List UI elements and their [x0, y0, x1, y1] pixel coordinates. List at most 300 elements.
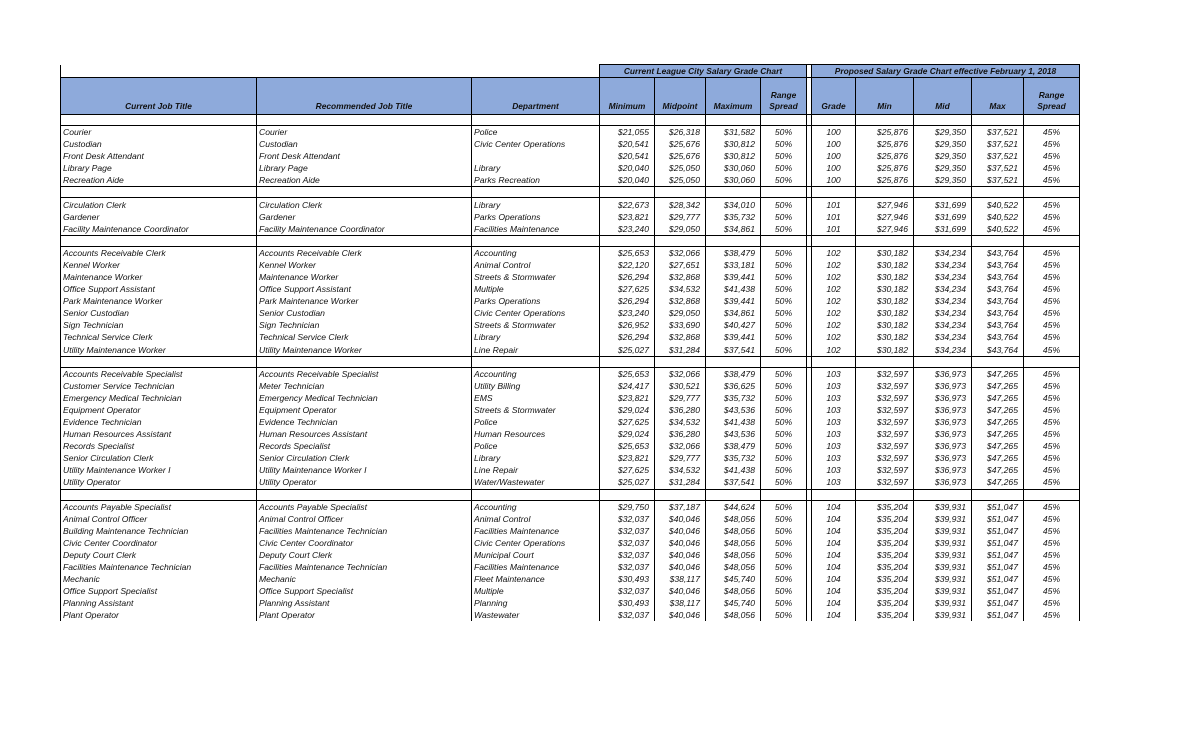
cell-grade: 103: [812, 452, 856, 464]
table-row: [61, 223, 1080, 236]
cell-midpoint: $40,046: [655, 549, 706, 561]
cell-department: Line Repair: [472, 464, 600, 476]
cell-maximum: $30,060: [706, 174, 761, 187]
cell-range-spread-proposed: 45%: [1024, 283, 1080, 295]
spacer-cell: [600, 489, 655, 500]
cell-maximum: $48,056: [706, 549, 761, 561]
cell-range-spread: 50%: [761, 367, 807, 380]
cell-current-job-title: Plant Operator: [61, 609, 257, 621]
cell-grade: 101: [812, 223, 856, 236]
cell-range-spread-proposed: 45%: [1024, 440, 1080, 452]
cell-midpoint: $29,050: [655, 223, 706, 236]
cell-grade: 103: [812, 380, 856, 392]
cell-grade: 103: [812, 416, 856, 428]
spacer-cell: [812, 187, 856, 198]
spacer-cell: [1024, 115, 1080, 126]
spacer-cell: [472, 356, 600, 367]
cell-maximum: $36,625: [706, 380, 761, 392]
cell-min: $32,597: [856, 440, 914, 452]
cell-current-job-title: Recreation Aide: [61, 174, 257, 187]
cell-grade: 102: [812, 283, 856, 295]
cell-grade: 103: [812, 404, 856, 416]
cell-mid: $39,931: [914, 537, 972, 549]
cell-midpoint: $37,187: [655, 500, 706, 513]
cell-range-spread-proposed: 45%: [1024, 525, 1080, 537]
cell-min: $25,876: [856, 150, 914, 162]
cell-current-job-title: Kennel Worker: [61, 259, 257, 271]
group-spacer-row: [61, 187, 1080, 198]
cell-max: $47,265: [972, 428, 1024, 440]
cell-range-spread: 50%: [761, 573, 807, 585]
cell-maximum: $48,056: [706, 513, 761, 525]
cell-range-spread: 50%: [761, 537, 807, 549]
cell-midpoint: $38,117: [655, 573, 706, 585]
cell-department: Police: [472, 440, 600, 452]
cell-department: Utility Billing: [472, 380, 600, 392]
cell-grade: 103: [812, 476, 856, 489]
cell-min: $35,204: [856, 561, 914, 573]
group-spacer-row: [61, 115, 1080, 126]
cell-midpoint: $29,050: [655, 307, 706, 319]
cell-maximum: $41,438: [706, 416, 761, 428]
cell-grade: 100: [812, 162, 856, 174]
table-row: [61, 211, 1080, 223]
table-row: [61, 573, 1080, 585]
cell-maximum: $48,056: [706, 609, 761, 621]
header-maximum: Maximum: [706, 78, 761, 115]
spacer-cell: [914, 356, 972, 367]
cell-min: $35,204: [856, 500, 914, 513]
cell-midpoint: $25,676: [655, 138, 706, 150]
spacer-cell: [257, 356, 472, 367]
cell-mid: $29,350: [914, 150, 972, 162]
cell-minimum: $32,037: [600, 561, 655, 573]
spacer-cell: [761, 489, 807, 500]
cell-range-spread: 50%: [761, 223, 807, 236]
table-row: [61, 500, 1080, 513]
cell-min: $30,182: [856, 307, 914, 319]
cell-min: $27,946: [856, 223, 914, 236]
cell-maximum: $39,441: [706, 331, 761, 343]
table-body: [61, 115, 1080, 622]
spacer-cell: [655, 187, 706, 198]
cell-current-job-title: Utility Maintenance Worker: [61, 344, 257, 357]
cell-minimum: $26,294: [600, 271, 655, 283]
spacer-cell: [655, 356, 706, 367]
cell-minimum: $24,417: [600, 380, 655, 392]
spacer-cell: [812, 115, 856, 126]
cell-recommended-job-title: Accounts Payable Specialist: [257, 500, 472, 513]
spacer-cell: [600, 115, 655, 126]
cell-max: $51,047: [972, 513, 1024, 525]
cell-mid: $39,931: [914, 585, 972, 597]
cell-max: $51,047: [972, 537, 1024, 549]
cell-grade: 102: [812, 295, 856, 307]
cell-minimum: $27,625: [600, 416, 655, 428]
table-row: [61, 367, 1080, 380]
cell-range-spread-proposed: 45%: [1024, 162, 1080, 174]
cell-current-job-title: Maintenance Worker: [61, 271, 257, 283]
spacer-cell: [61, 187, 257, 198]
cell-range-spread: 50%: [761, 561, 807, 573]
cell-current-job-title: Customer Service Technician: [61, 380, 257, 392]
cell-range-spread-proposed: 45%: [1024, 537, 1080, 549]
cell-mid: $39,931: [914, 573, 972, 585]
cell-range-spread-proposed: 45%: [1024, 380, 1080, 392]
spacer-cell: [600, 356, 655, 367]
cell-current-job-title: Office Support Assistant: [61, 283, 257, 295]
cell-department: Multiple: [472, 283, 600, 295]
cell-maximum: $41,438: [706, 283, 761, 295]
cell-range-spread: 50%: [761, 440, 807, 452]
cell-min: $35,204: [856, 537, 914, 549]
cell-grade: 103: [812, 367, 856, 380]
cell-department: Civic Center Operations: [472, 537, 600, 549]
cell-min: $32,597: [856, 428, 914, 440]
spacer-cell: [472, 235, 600, 246]
cell-minimum: $30,493: [600, 573, 655, 585]
spacer-cell: [761, 235, 807, 246]
cell-maximum: $37,541: [706, 476, 761, 489]
cell-max: $37,521: [972, 174, 1024, 187]
table-row: [61, 609, 1080, 621]
header-min: Min: [856, 78, 914, 115]
cell-current-job-title: Front Desk Attendant: [61, 150, 257, 162]
header-range-spread-proposed: Range Spread: [1024, 78, 1080, 115]
cell-max: $51,047: [972, 549, 1024, 561]
header-group-current: Current League City Salary Grade Chart: [600, 65, 807, 78]
cell-current-job-title: Deputy Court Clerk: [61, 549, 257, 561]
cell-recommended-job-title: Equipment Operator: [257, 404, 472, 416]
cell-minimum: $32,037: [600, 585, 655, 597]
cell-midpoint: $34,532: [655, 283, 706, 295]
cell-mid: $29,350: [914, 174, 972, 187]
cell-mid: $39,931: [914, 513, 972, 525]
cell-range-spread: 50%: [761, 283, 807, 295]
cell-grade: 103: [812, 428, 856, 440]
cell-recommended-job-title: Facilities Maintenance Technician: [257, 561, 472, 573]
header-department: Department: [472, 78, 600, 115]
cell-range-spread: 50%: [761, 344, 807, 357]
cell-range-spread-proposed: 45%: [1024, 464, 1080, 476]
cell-mid: $29,350: [914, 138, 972, 150]
cell-department: Streets & Stormwater: [472, 271, 600, 283]
group-spacer-row: [61, 235, 1080, 246]
cell-min: $30,182: [856, 271, 914, 283]
cell-minimum: $26,294: [600, 331, 655, 343]
cell-current-job-title: Gardener: [61, 211, 257, 223]
spacer-cell: [914, 235, 972, 246]
cell-mid: $36,973: [914, 428, 972, 440]
cell-grade: 102: [812, 331, 856, 343]
salary-grade-table: [60, 64, 1080, 621]
cell-range-spread-proposed: 45%: [1024, 331, 1080, 343]
cell-current-job-title: Building Maintenance Technician: [61, 525, 257, 537]
cell-range-spread: 50%: [761, 331, 807, 343]
cell-grade: 102: [812, 307, 856, 319]
cell-minimum: $20,040: [600, 162, 655, 174]
spacer-cell: [856, 489, 914, 500]
cell-department: Library: [472, 162, 600, 174]
cell-mid: $34,234: [914, 319, 972, 331]
header-max: Max: [972, 78, 1024, 115]
cell-range-spread: 50%: [761, 271, 807, 283]
header-grade: Grade: [812, 78, 856, 115]
cell-maximum: $38,479: [706, 246, 761, 259]
cell-range-spread-proposed: 45%: [1024, 404, 1080, 416]
cell-mid: $31,699: [914, 223, 972, 236]
cell-mid: $36,973: [914, 452, 972, 464]
cell-maximum: $38,479: [706, 440, 761, 452]
cell-maximum: $48,056: [706, 561, 761, 573]
cell-range-spread-proposed: 45%: [1024, 211, 1080, 223]
cell-minimum: $32,037: [600, 609, 655, 621]
cell-max: $51,047: [972, 561, 1024, 573]
cell-range-spread: 50%: [761, 392, 807, 404]
cell-current-job-title: Records Specialist: [61, 440, 257, 452]
cell-maximum: $48,056: [706, 537, 761, 549]
cell-maximum: $35,732: [706, 452, 761, 464]
cell-minimum: $26,294: [600, 295, 655, 307]
cell-recommended-job-title: Facilities Maintenance Technician: [257, 525, 472, 537]
cell-mid: $36,973: [914, 380, 972, 392]
cell-range-spread-proposed: 45%: [1024, 295, 1080, 307]
cell-minimum: $23,240: [600, 223, 655, 236]
table-row: [61, 162, 1080, 174]
cell-range-spread: 50%: [761, 138, 807, 150]
cell-mid: $39,931: [914, 525, 972, 537]
spacer-cell: [972, 489, 1024, 500]
cell-maximum: $30,812: [706, 138, 761, 150]
cell-max: $37,521: [972, 162, 1024, 174]
cell-current-job-title: Planning Assistant: [61, 597, 257, 609]
cell-department: Streets & Stormwater: [472, 404, 600, 416]
cell-max: $47,265: [972, 476, 1024, 489]
cell-range-spread: 50%: [761, 259, 807, 271]
cell-recommended-job-title: Records Specialist: [257, 440, 472, 452]
cell-mid: $36,973: [914, 440, 972, 452]
cell-maximum: $35,732: [706, 211, 761, 223]
cell-current-job-title: Accounts Payable Specialist: [61, 500, 257, 513]
cell-minimum: $25,027: [600, 344, 655, 357]
cell-mid: $36,973: [914, 416, 972, 428]
cell-range-spread-proposed: 45%: [1024, 126, 1080, 139]
cell-range-spread: 50%: [761, 307, 807, 319]
cell-minimum: $21,055: [600, 126, 655, 139]
cell-maximum: $35,732: [706, 392, 761, 404]
cell-minimum: $29,750: [600, 500, 655, 513]
cell-midpoint: $29,777: [655, 211, 706, 223]
cell-recommended-job-title: Front Desk Attendant: [257, 150, 472, 162]
cell-department: Police: [472, 126, 600, 139]
spacer-cell: [914, 187, 972, 198]
cell-min: $32,597: [856, 392, 914, 404]
cell-grade: 104: [812, 609, 856, 621]
table-row: [61, 295, 1080, 307]
cell-current-job-title: Evidence Technician: [61, 416, 257, 428]
cell-department: Accounting: [472, 246, 600, 259]
cell-range-spread: 50%: [761, 150, 807, 162]
cell-recommended-job-title: Emergency Medical Technician: [257, 392, 472, 404]
header-mid: Mid: [914, 78, 972, 115]
cell-recommended-job-title: Facility Maintenance Coordinator: [257, 223, 472, 236]
cell-maximum: $44,624: [706, 500, 761, 513]
cell-grade: 102: [812, 246, 856, 259]
cell-recommended-job-title: Kennel Worker: [257, 259, 472, 271]
spacer-cell: [812, 235, 856, 246]
cell-mid: $34,234: [914, 295, 972, 307]
cell-recommended-job-title: Recreation Aide: [257, 174, 472, 187]
spacer-cell: [61, 489, 257, 500]
spacer-cell: [706, 356, 761, 367]
table-row: [61, 174, 1080, 187]
cell-current-job-title: Facilities Maintenance Technician: [61, 561, 257, 573]
spacer-cell: [856, 356, 914, 367]
spacer-cell: [812, 356, 856, 367]
cell-max: $51,047: [972, 525, 1024, 537]
cell-recommended-job-title: Plant Operator: [257, 609, 472, 621]
spacer-cell: [600, 235, 655, 246]
cell-maximum: $43,536: [706, 404, 761, 416]
cell-max: $37,521: [972, 138, 1024, 150]
spacer-cell: [655, 235, 706, 246]
cell-min: $32,597: [856, 380, 914, 392]
cell-midpoint: $27,651: [655, 259, 706, 271]
cell-midpoint: $32,066: [655, 440, 706, 452]
spacer-cell: [856, 235, 914, 246]
cell-mid: $34,234: [914, 307, 972, 319]
cell-department: Line Repair: [472, 344, 600, 357]
cell-range-spread: 50%: [761, 476, 807, 489]
cell-max: $43,764: [972, 271, 1024, 283]
cell-range-spread-proposed: 45%: [1024, 561, 1080, 573]
cell-max: $51,047: [972, 500, 1024, 513]
cell-range-spread-proposed: 45%: [1024, 344, 1080, 357]
cell-max: $43,764: [972, 246, 1024, 259]
cell-minimum: $23,821: [600, 452, 655, 464]
spacer-cell: [655, 489, 706, 500]
cell-range-spread-proposed: 45%: [1024, 174, 1080, 187]
cell-range-spread: 50%: [761, 246, 807, 259]
cell-department: [472, 150, 600, 162]
cell-current-job-title: Emergency Medical Technician: [61, 392, 257, 404]
cell-mid: $34,234: [914, 271, 972, 283]
table-row: [61, 271, 1080, 283]
cell-range-spread-proposed: 45%: [1024, 392, 1080, 404]
cell-maximum: $37,541: [706, 344, 761, 357]
cell-recommended-job-title: Office Support Specialist: [257, 585, 472, 597]
cell-current-job-title: Facility Maintenance Coordinator: [61, 223, 257, 236]
cell-min: $35,204: [856, 609, 914, 621]
cell-maximum: $48,056: [706, 585, 761, 597]
cell-min: $30,182: [856, 295, 914, 307]
spacer-cell: [706, 489, 761, 500]
spacer-cell: [472, 115, 600, 126]
cell-min: $25,876: [856, 174, 914, 187]
table-row: [61, 198, 1080, 211]
cell-midpoint: $40,046: [655, 585, 706, 597]
cell-mid: $36,973: [914, 476, 972, 489]
spacer-cell: [972, 235, 1024, 246]
table-row: [61, 392, 1080, 404]
cell-max: $40,522: [972, 198, 1024, 211]
cell-max: $43,764: [972, 331, 1024, 343]
table-row: [61, 440, 1080, 452]
cell-midpoint: $30,521: [655, 380, 706, 392]
cell-midpoint: $26,318: [655, 126, 706, 139]
spacer-cell: [600, 187, 655, 198]
cell-min: $35,204: [856, 573, 914, 585]
cell-current-job-title: Civic Center Coordinator: [61, 537, 257, 549]
cell-minimum: $25,653: [600, 367, 655, 380]
spacer-cell: [761, 356, 807, 367]
cell-grade: 104: [812, 549, 856, 561]
cell-recommended-job-title: Civic Center Coordinator: [257, 537, 472, 549]
cell-min: $35,204: [856, 525, 914, 537]
cell-range-spread-proposed: 45%: [1024, 138, 1080, 150]
cell-maximum: $31,582: [706, 126, 761, 139]
cell-current-job-title: Animal Control Officer: [61, 513, 257, 525]
cell-minimum: $32,037: [600, 513, 655, 525]
spacer-cell: [856, 187, 914, 198]
cell-range-spread: 50%: [761, 428, 807, 440]
table-row: [61, 259, 1080, 271]
cell-recommended-job-title: Circulation Clerk: [257, 198, 472, 211]
cell-grade: 102: [812, 319, 856, 331]
cell-max: $47,265: [972, 392, 1024, 404]
cell-grade: 104: [812, 525, 856, 537]
cell-recommended-job-title: Courier: [257, 126, 472, 139]
cell-min: $35,204: [856, 585, 914, 597]
cell-range-spread-proposed: 45%: [1024, 367, 1080, 380]
cell-department: Police: [472, 416, 600, 428]
spacer-cell: [1024, 187, 1080, 198]
cell-current-job-title: Utility Operator: [61, 476, 257, 489]
cell-grade: 104: [812, 597, 856, 609]
cell-maximum: $34,861: [706, 223, 761, 236]
cell-midpoint: $40,046: [655, 537, 706, 549]
cell-min: $25,876: [856, 162, 914, 174]
cell-midpoint: $32,066: [655, 246, 706, 259]
cell-current-job-title: Circulation Clerk: [61, 198, 257, 211]
spacer-cell: [812, 489, 856, 500]
cell-range-spread: 50%: [761, 549, 807, 561]
cell-department: Library: [472, 452, 600, 464]
cell-current-job-title: Senior Circulation Clerk: [61, 452, 257, 464]
cell-mid: $29,350: [914, 126, 972, 139]
cell-range-spread: 50%: [761, 500, 807, 513]
cell-range-spread-proposed: 45%: [1024, 150, 1080, 162]
cell-max: $43,764: [972, 283, 1024, 295]
cell-current-job-title: Utility Maintenance Worker I: [61, 464, 257, 476]
spacer-cell: [706, 187, 761, 198]
cell-department: Civic Center Operations: [472, 138, 600, 150]
cell-minimum: $25,027: [600, 476, 655, 489]
cell-department: Library: [472, 198, 600, 211]
cell-department: Municipal Court: [472, 549, 600, 561]
cell-mid: $39,931: [914, 609, 972, 621]
cell-maximum: $43,536: [706, 428, 761, 440]
cell-midpoint: $34,532: [655, 464, 706, 476]
table-row: [61, 549, 1080, 561]
cell-department: Facilities Maintenance: [472, 223, 600, 236]
cell-max: $47,265: [972, 404, 1024, 416]
cell-maximum: $38,479: [706, 367, 761, 380]
cell-grade: 101: [812, 198, 856, 211]
cell-department: Multiple: [472, 585, 600, 597]
cell-max: $51,047: [972, 597, 1024, 609]
cell-midpoint: $32,066: [655, 367, 706, 380]
